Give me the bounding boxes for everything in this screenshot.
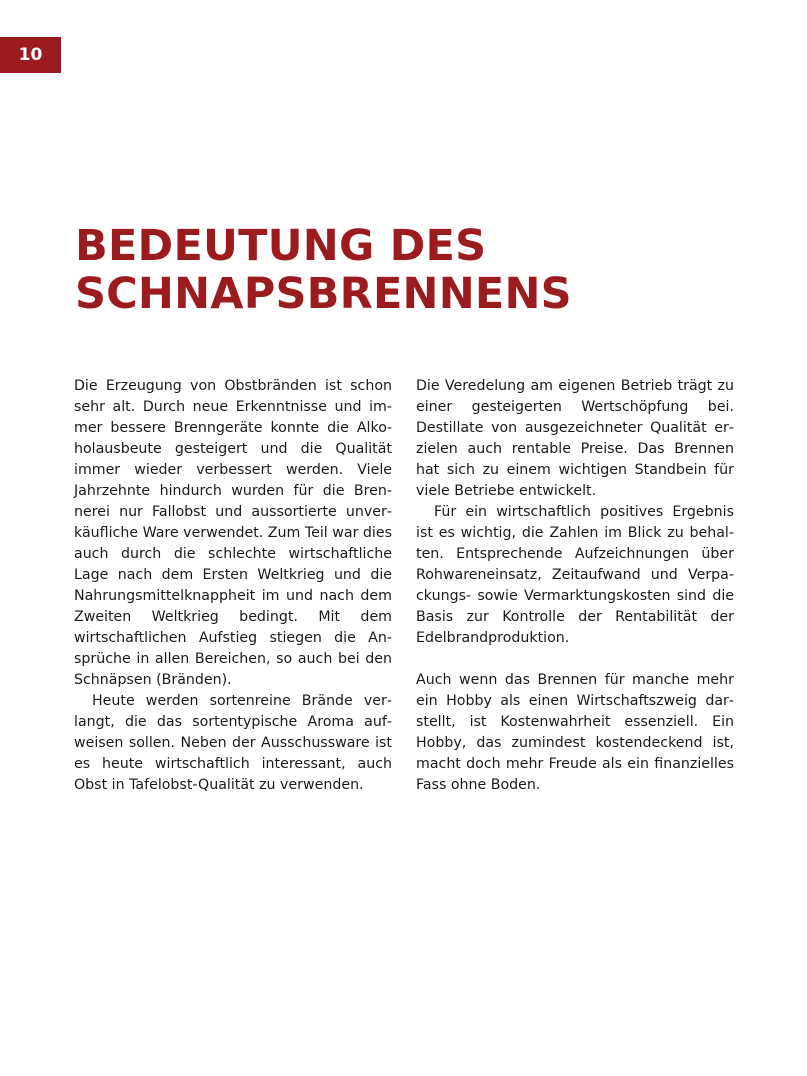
paragraph-varietal-brandies: Heute werden sortenreine Brände verlangt, die das sortentypische Aroma aufweisen sollen. Neben der Ausschussware ist es heute wirtschaftlich interessant, auch Obst in Tafelobst-Qualität zu verwenden. <box>74 693 392 793</box>
paragraph-value-added: Die Veredelung am eigenen Betrieb trägt zu einer gesteigerten Wertschöpfung bei. Destillate von ausgezeichneter Qualität erzielen auch rentable Preise. Das Brennen hat sich zu einem wichtigen Standbein für viele Betriebe entwickelt. <box>416 378 734 499</box>
chapter-title-line-2: SCHNAPSBRENNENS <box>75 269 572 319</box>
chapter-title <box>75 222 755 318</box>
paragraph-profitability: Für ein wirtschaftlich positives Ergebnis ist es wichtig, die Zahlen im Blick zu behalten. Entsprechende Aufzeichnungen über Rohwareneinsatz, Zeitaufwand und Verpackungs- sowie Vermarktungskosten sind die Basis zur Kontrolle der Rentabilität der Edelbrandproduktion. <box>416 504 734 646</box>
text-column-right <box>416 376 734 796</box>
text-column-left <box>74 376 392 796</box>
chapter-title-line-1: BEDEUTUNG DES <box>75 221 487 271</box>
page-number-badge <box>0 37 61 73</box>
page-number: 10 <box>18 45 43 65</box>
paragraph-history: Die Erzeugung von Obstbränden ist schon sehr alt. Durch neue Erkenntnisse und immer bessere Brenngeräte konnte die Alkoholausbeute gesteigert und die Qualität immer wieder verbessert werden. Viele Jahrzehnte hindurch wurden für die Brennerei nur Fallobst und aussortierte unverkäufliche Ware verwendet. Zum Teil war dies auch durch die schlechte wirtschaftliche Lage nach dem Ersten Weltkrieg und die Nahrungsmittelknappheit im und nach dem Zweiten Weltkrieg bedingt. Mit dem wirtschaftlichen Aufstieg stiegen die Ansprüche in allen Bereichen, so auch bei den Schnäpsen (Bränden). <box>74 378 392 688</box>
paragraph-hobby: Auch wenn das Brennen für manche mehr ein Hobby als einen Wirtschaftszweig darstellt, ist Kostenwahrheit essenziell. Ein Hobby, das zumindest kostendeckend ist, macht doch mehr Freude als ein finanzielles Fass ohne Boden. <box>416 672 734 793</box>
